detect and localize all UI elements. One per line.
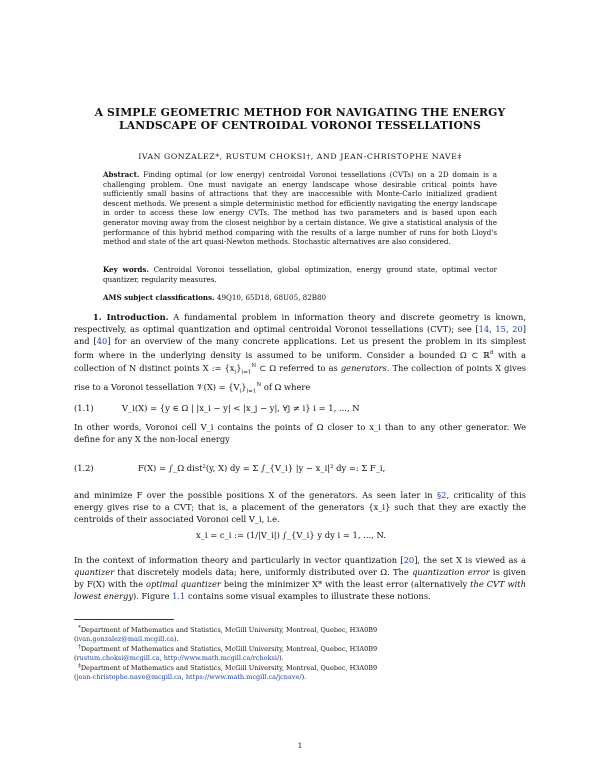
footnote-mark: †	[78, 644, 81, 650]
abstract	[103, 170, 497, 247]
citation-link[interactable]: 20	[403, 555, 415, 565]
footnote-text: Department of Mathematics and Statistics, McGill University, Montreal, Quebec, H3A0B9	[80, 664, 378, 673]
keywords-text: Centroidal Voronoi tessellation, global optimization, energy ground state, optimal vector quantizer, regularity measures.	[103, 265, 497, 284]
emphasis-optimal-quantizer: optimal quantizer	[146, 578, 221, 589]
paragraph-text: ], the set X is viewed as a	[414, 555, 527, 565]
intro-paragraph: 1. Introduction. A fundamental problem in information theory and discrete geometry is known, respectively, as optimal quantization and optimal centroidal Voronoi tessellations (CVT); see [14, 15, 20] and [40] for an overview of the many concrete applications. Let us present the problem in its simplest form where in the underlying density is assumed to be uniform. Consider a bounded Ω ⊂ ℝ$^d$ with a collection of N distinct points X := $\{x_i\}_{i=1}^N$ ⊂ Ω referred to as generators. The collection of points X gives rise to a Voronoi tessellation 𝒱(X) = $\{V_i\}_{i=1}^N$ of Ω where	[74, 312, 527, 395]
page-number: 1	[297, 741, 303, 750]
keywords-label: Key words.	[103, 265, 149, 274]
keywords	[103, 265, 497, 284]
paragraph-text: , criticality of this energy gives rise to a CVT; that is, a placement of the generators {x_i} such that they are exactly the centroids of their associated Voronoi cell V_i, i.e.	[74, 490, 527, 524]
paragraph-text: and minimize F over the possible positions X of the generators. As seen later in	[74, 490, 438, 500]
url-link[interactable]: https://www.math.mcgill.ca/jcnave/	[185, 672, 302, 681]
abstract-text: Finding optimal (or low energy) centroidal Voronoi tessellations (CVTs) on a 2D domain is a challenging problem. One must navigate an energy landscape whose desirable critical points have sufficiently small basins of attractions that they are inaccessible with Monte-Carlo initialized gradient descent methods. We present a simple deterministic method for efficiently navigating the energy landscape in order to access these low energy CVTs. The method has two parameters and is based upon each generator moving away from the closest neighbor by a certain distance. We give a statistical analysis of the performance of this hybrid method comparing with the results of a large number of runs for both Lloyd's method and state of the art quasi-Newton methods. Stochastic alternatives are also considered.	[103, 170, 497, 247]
paragraph-text: is given by F(X) with the	[74, 566, 526, 589]
equation-1-2: F(X) = ∫_Ω dist²(y, X) dy = Σ ∫_{V_i} |y − x_i|² dy =: Σ F_i,	[138, 463, 386, 473]
figure-link[interactable]: 1.1	[172, 590, 186, 601]
citation-link[interactable]: 20	[512, 323, 523, 334]
footnote-1: *Department of Mathematics and Statistics, McGill University, Montreal, Quebec, H3A0B9 (ivan.gonzalez@mail.mcgill.ca).	[74, 625, 378, 643]
ams-text: 49Q10, 65D18, 68U05, 82B80	[216, 293, 327, 302]
section-heading: 1. Introduction.	[92, 312, 169, 322]
equation-number: (1.1)	[74, 403, 94, 413]
author-list: IVAN GONZALEZ*, RUSTUM CHOKSI†, AND JEAN-CHRISTOPHE NAVE‡	[138, 152, 462, 161]
paragraph-text: being the minimizer X* with the least error (alternatively	[220, 578, 471, 589]
section-link[interactable]: §2	[437, 490, 447, 500]
paper-title: A SIMPLE GEOMETRIC METHOD FOR NAVIGATING THE ENERGY LANDSCAPE OF CENTROIDAL VORONOI TESSELLATIONS	[94, 106, 506, 132]
equation-1-1: V_i(X) = {y ∈ Ω | |x_i − y| < |x_j − y|, ∀j ≠ i} i = 1, ..., N	[122, 403, 360, 413]
equation-number: (1.2)	[74, 463, 94, 473]
ams-label: AMS subject classifications.	[103, 293, 215, 302]
email-link[interactable]: rustum.choksi@mcgill.ca	[76, 653, 160, 662]
abstract-label: Abstract.	[103, 170, 140, 179]
paragraph-3	[74, 490, 526, 526]
intro-text: ⊂ Ω referred to as	[256, 363, 341, 374]
intro-text: . The collection of points X gives rise to a Voronoi tessellation 𝒱(X) = {V	[74, 363, 526, 392]
footnote-text: Department of Mathematics and Statistics, McGill University, Montreal, Quebec, H3A0B9	[80, 645, 378, 654]
footnote-rule	[74, 619, 174, 620]
ams-classifications	[103, 293, 326, 302]
paragraph-text: contains some visual examples to illustrate these notions.	[185, 590, 431, 601]
emphasis-generators: generators	[340, 363, 387, 374]
paragraph-2: In other words, Voronoi cell V_i contains the points of Ω closer to x_i than to any other generator. We define for any X the non-local energy	[74, 422, 526, 444]
citation-link[interactable]: 15	[495, 323, 506, 334]
footnote-2: †Department of Mathematics and Statistics, McGill University, Montreal, Quebec, H3A0B9 (rustum.choksi@mcgill.ca, http://www.math.mcgill.ca/rchoksi/).	[74, 644, 378, 662]
paragraph-text: that discretely models data; here, uniformly distributed over Ω. The	[114, 566, 413, 577]
url-link[interactable]: http://www.math.mcgill.ca/rchoksi/	[163, 653, 280, 662]
emphasis-quantization-error: quantization error	[412, 566, 490, 577]
footnote-mark: *	[78, 625, 81, 631]
citation-link[interactable]: 40	[96, 335, 108, 346]
footnote-3: ‡Department of Mathematics and Statistics, McGill University, Montreal, Quebec, H3A0B9 (jean-christophe.nave@mcgill.ca, https://www.math.mcgill.ca/jcnave/).	[74, 663, 378, 681]
intro-text: A fundamental problem in information theory and discrete geometry is known, respectively, as optimal quantization and optimal centroidal Voronoi tessellations (CVT); see [	[74, 312, 526, 334]
centroid-equation: x_i = c_i := (1/|V_i|) ∫_{V_i} y dy i = 1, ..., N.	[196, 530, 386, 540]
intro-text: ] for an overview of the many concrete applications. Let us present the problem in its simplest form where in the underlying density is assumed to be uniform. Consider a bounded Ω ⊂ ℝ	[74, 335, 526, 360]
email-link[interactable]: ivan.gonzalez@mail.mcgill.ca	[76, 634, 174, 643]
emphasis-quantizer: quantizer	[74, 566, 115, 577]
emphasis-lowest-energy: the CVT with lowest energy	[74, 578, 526, 601]
intro-text: of Ω where	[261, 381, 311, 392]
paragraph-text: ). Figure	[133, 590, 173, 601]
footnote-mark: ‡	[78, 663, 81, 669]
email-link[interactable]: jean-christophe.nave@mcgill.ca	[76, 672, 182, 681]
citation-link[interactable]: 14	[478, 323, 490, 334]
paragraph-text: In the context of information theory and particularly in vector quantization [	[74, 555, 404, 565]
footnote-text: Department of Mathematics and Statistics, McGill University, Montreal, Quebec, H3A0B9	[80, 626, 378, 635]
intro-text: with a collection of N distinct points X := {x	[74, 349, 527, 374]
paragraph-4	[74, 555, 526, 603]
